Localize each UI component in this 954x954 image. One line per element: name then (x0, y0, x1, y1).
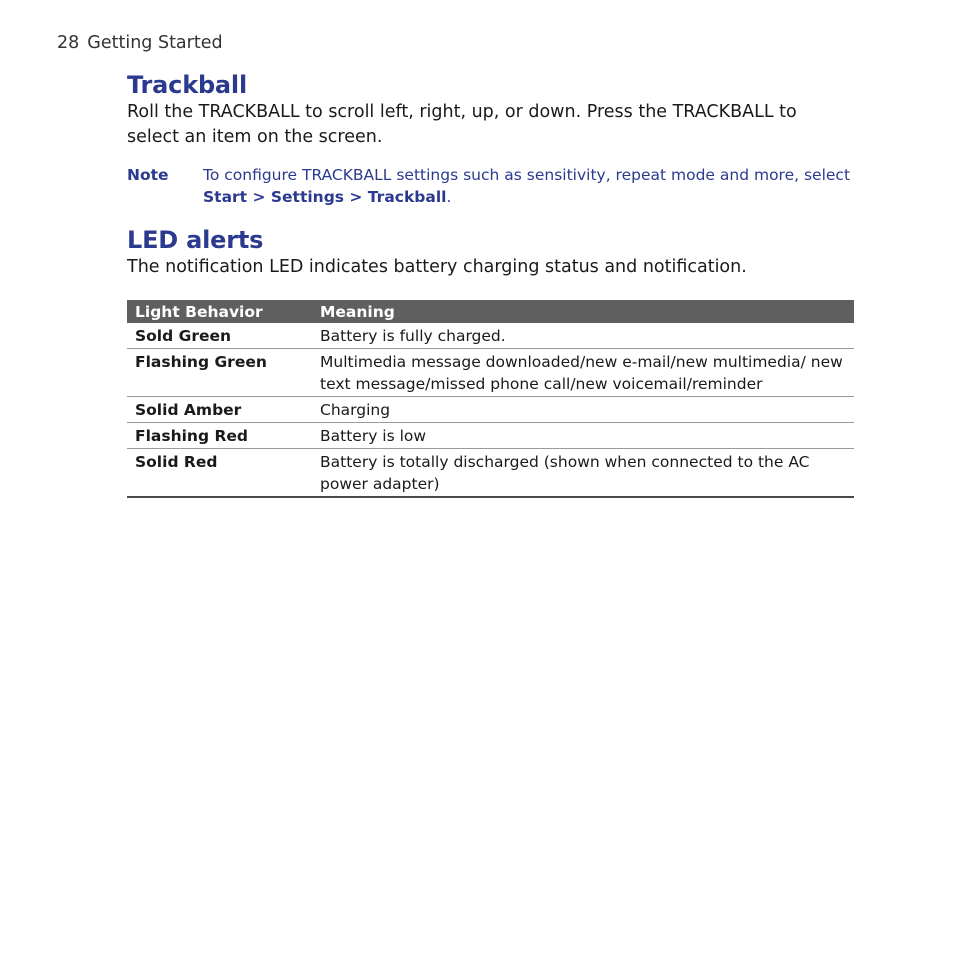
light-behavior-cell: Solid Amber (127, 397, 312, 423)
table-row (127, 397, 854, 423)
table-row (127, 323, 854, 349)
note-text-end: . (446, 188, 452, 206)
meaning-cell: Battery is fully charged. (312, 323, 854, 349)
led-alerts-heading: LED alerts (127, 226, 264, 254)
table-row (127, 349, 854, 397)
page-content (127, 70, 854, 498)
table-row (127, 449, 854, 498)
led-alerts-description: The notification LED indicates battery charging status and notification. (127, 257, 747, 277)
column-header-light-behavior: Light Behavior (127, 300, 312, 323)
meaning-cell: Battery is low (312, 423, 854, 449)
page-number: 28 (57, 33, 80, 53)
table-row (127, 423, 854, 449)
meaning-cell: Multimedia message downloaded/new e-mail/new multimedia/ new text message/missed phone call/new voicemail/reminder (312, 349, 854, 397)
trackball-description: Roll the TRACKBALL to scroll left, right, up, or down. Press the TRACKBALL to select an item on the screen. (127, 102, 797, 147)
note-text-main: To configure TRACKBALL settings such as sensitivity, repeat mode and more, select (203, 166, 851, 184)
column-header-meaning: Meaning (312, 300, 854, 323)
meaning-cell: Battery is totally discharged (shown when connected to the AC power adapter) (312, 449, 854, 498)
page-header (57, 33, 223, 53)
light-behavior-cell: Sold Green (127, 323, 312, 349)
meaning-cell: Charging (312, 397, 854, 423)
led-alerts-section (127, 225, 854, 498)
note-settings-path: Start > Settings > Trackball (203, 188, 447, 206)
light-behavior-cell: Flashing Red (127, 423, 312, 449)
note-text (203, 164, 854, 208)
light-behavior-cell: Solid Red (127, 449, 312, 498)
light-behavior-cell: Flashing Green (127, 349, 312, 397)
table-header-row (127, 300, 854, 323)
trackball-heading: Trackball (127, 71, 247, 99)
note-label: Note (127, 166, 169, 184)
trackball-section (127, 70, 854, 208)
section-title: Getting Started (87, 33, 223, 53)
trackball-note (127, 164, 854, 208)
led-behavior-table (127, 300, 854, 498)
